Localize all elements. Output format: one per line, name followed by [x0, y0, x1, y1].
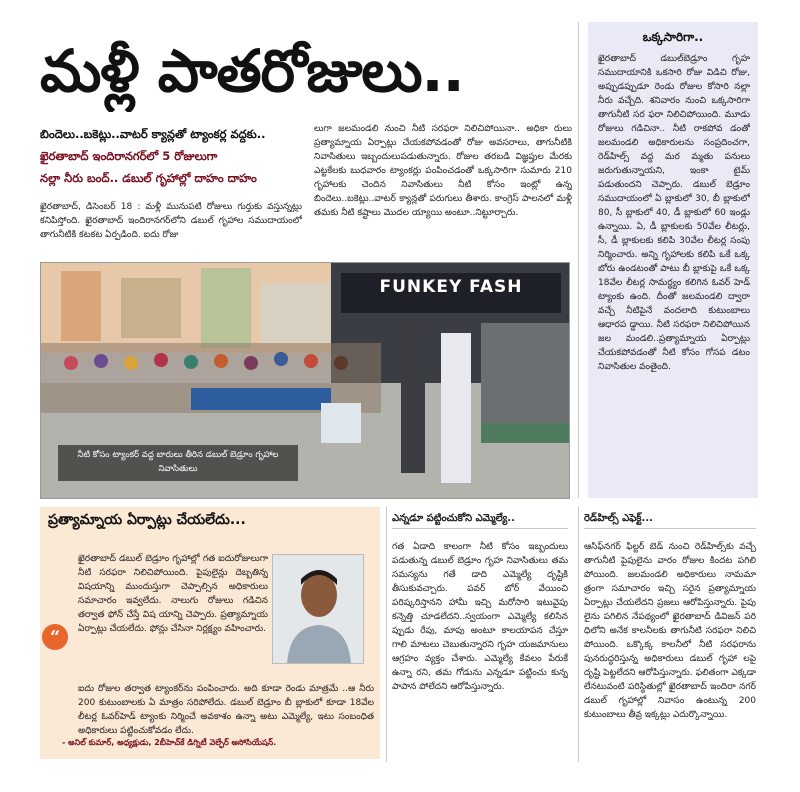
- mla-section-title: ఎన్నడూ పట్టించుకోని ఎమ్మెల్యే..: [392, 513, 515, 524]
- lead-paragraph: ఖైరతాబాద్, డిసెంబర్ 18 : మళ్లీ మునుపటి రోజులు గుర్తుకు వస్తున్నట్లు కనిపిస్తోంది. ఖైరతాబాద్ ఇందిరానగర్‌లోని డబుల్ గృహాల సముదాయంలో తాగునీటికి కటకట ఏర్పడింది. ఐదు రోజు: [40, 202, 302, 240]
- subhead-2: ఖైరతాబాద్ ఇందిరానగర్‌లో 5 రోజులుగా: [40, 149, 218, 163]
- headline: మళ్లీ పాతరోజులు..: [40, 37, 464, 105]
- quote-icon: “: [42, 624, 68, 650]
- subhead-1: బిందెలు..బకెట్లు..వాటర్ క్యాన్లతో ట్యాంకర్ల వద్దకు..: [40, 127, 266, 141]
- column-divider: [386, 507, 387, 762]
- quote-text-1: ఖైరతాబాద్ డబుల్ బెడ్రూం గృహాల్లో గత ఐదురోజులుగా నీటి సరఫరా నిలిచిపోయింది. పైపులైన్లు దెబ్బతిన్న విషయాన్ని ముందుస్తుగా చెప్పాల్సిన అధికారులు సమాచారం ఇవ్వలేదు. నాలుగు రోజులు గడిచిన తర్వాత ఫోన్ చేస్తే విష యాన్ని చెప్పారు. ప్రత్యామ్నాయ ఏర్పాట్లు చేయలేదు. ఫోన్లు చేసినా నిర్లక్ష్యం వహించారు.: [78, 554, 268, 634]
- subhead-3: నల్లా నీరు బంద్.. డబుల్ గృహాల్లో దాహం దాహం: [40, 171, 257, 185]
- sidebar-title: ఒక్కసారిగా..: [642, 30, 704, 44]
- portrait-photo: [272, 554, 364, 664]
- sidebar-text: ఖైరతాబాద్ డబుల్‌బెడ్రూం గృహ సముదాయానికి ఒకసారి రోజు విడిచి రోజు, అప్పుడప్పుడూ రెండు రోజుల కోసారి నల్లా నీరు వచ్చేది. శనివారం నుంచి ఒక్కసారిగా తాగునీటి సర ఫరా నిలిచిపోయింది. మూడు రోజులు గడిచినా.. నీటి రాకపోవ డంతో జలమండలి అధికారులను సంప్రదించగా, రెడ్‌హిల్స్ వద్ద మర మ్మతు పనులు జరుగుతున్నాయని, ఇంకా టైమ్ పడుతుందని చెప్పారు. డబుల్ బెడ్రూం సముదాయంలో ఏ బ్లాకులో 30, బీ బ్లాకులో 80, సీ బ్లాకులో 40, డీ బ్లాకులో 60 ఇండ్లు ఉన్నాయి. ఏ, డీ బ్లాకులకు 50వేల లీటర్లు, సీ, డీ బ్లాకులకు కలిపి 30వేల లీటర్ల సంపు నిర్మించారు. అన్ని గృహాలకు కలిపి ఒకే ఒక్క బోరు ఉండటంతో పాటు బీ బ్లాకుపై ఒకే ఒక్క 18వేల లీటర్ల సామర్థ్యం కలిగిన ఓవర్ హెడ్ ట్యాంకు ఉంది. దీంతో జలమండలి ద్వారా వచ్చే నీటిపైనే వందలాది కుటుంబాలు ఆధారప డ్డాయి. నీటి సరఫరా నిలిచిపోయిన జల మండలి..ప్రత్యామ్నాయ ఏర్పాట్లు చేయకపోవడంతో నీటి కోసం గోసప డటం నివాసితుల వంతైంది.: [598, 54, 750, 372]
- lead-continuation: లుగా జలమండలి నుంచి నీటి సరఫరా నిలిచిపోయినా.. అధికా రులు ప్రత్యామ్నాయ ఏర్పాట్లు చేయకపోవడంతో రోజు అవసరాలు, తాగునీటికి నివాసితులు ఇబ్బందులుపడుతున్నారు. రోజుల తరబడి విజ్ఞప్తుల మేరకు ఎట్టకేలకు బుధవారం ట్యాంకర్లు పంపించడంతో ఒక్కసారిగా సుమారు 210 గృహాలకు చెందిన నివాసితులు నీటి కోసం ఇంట్లో ఉన్న బిందెలు..బకెట్లు..వాటర్ క్యాన్లతో పరుగులు తీశారు. కాంగ్రెస్ పాలనలో మళ్లీ తమకు నీటి కష్టాలు మొదల య్యాయి అంటూ..నిట్టూర్చారు.: [314, 124, 572, 218]
- column-divider: [578, 22, 579, 498]
- redhills-section-text: ఆసిఫ్‌నగర్ ఫిల్టర్ బెడ్ నుంచి రెడ్‌హిల్స్‌కు వచ్చే తాగునీటి పైపులైను వారం రోజుల కిందట పగిలి పోయింది. జలమండలి అధికారులు నామమా త్రంగా సమాచారం ఇచ్చి సరైన ప్రత్యామ్నాయ ఏర్పాట్లు చేయలేదని ప్రజలు ఆరోపిస్తున్నారు. పైపు లైను పగిలిన నేపథ్యంలో ఖైరతాబాద్ డివిజన్ పరి ధిలోని అనేక కాలనీలకు తాగునీటి సరఫరా నిలిచి పోయింది. ఒక్కొక్క కాలనీలో నీటి సరఫరాను పునరుద్ధరిస్తున్న అధికారులు డబుల్ గృహా లపై దృష్టి పెట్టలేదని ఆరోపిస్తున్నారు. ఫలితంగా ఎక్కడా లేనటువంటి పరిస్థితుల్లో ఖైరతాబాద్ ఇందిరా నగర్ డబుల్ గృహాల్లో నివాసం ఉంటున్న 200 కుటుంబాలు తీవ్ర ఇక్కట్లు ఎదుర్కొన్నాయి.: [584, 542, 756, 720]
- mla-section-text: గత ఏడాది కాలంగా నీటి కోసం ఇబ్బందులు పడుతున్న డబుల్ బెడ్రూం గృహ నివాసితులు తమ సమస్యను గతే డాది ఎమ్మెల్యే దృష్టికి తీసుకువచ్చారు. పవర్ బోర్ వేయించి పరిష్కరిస్తానని హామీ ఇచ్చి మరోసారి ఇటువైపు కన్నెత్తి చూడలేదని..స్వయంగా ఎమ్మెల్యే కలిసిన ప్పుడు రేపు, మాపు అంటూ కాలయాపన చేస్తూ గాలి మాటలు చెబుతున్నారని గృహ యజమానులు ఆగ్రహం వ్యక్తం చేశారు. ఎమ్మెల్యే కేవలం పేరుకే ఉన్నా రని, తమ గోడును ఎన్నడూ పట్టించు కున్న పాపాన పోలేదని ఆరోపిస్తున్నారు.: [392, 542, 568, 692]
- photo-shop-sign: FUNKEY FASH: [379, 277, 523, 297]
- redhills-section-title: రెడ్‌హిల్స్ ఎఫెక్ట్...: [584, 513, 653, 524]
- section-underline: [584, 528, 756, 529]
- quote-box-title: ప్రత్యామ్నాయ ఏర్పాట్లు చేయలేదు...: [48, 512, 246, 528]
- column-divider: [578, 507, 579, 762]
- photo-caption: నీటి కోసం ట్యాంకర్ వద్ద బారులు తీరిన డబుల్ బెడ్రూం గృహాల నివాసితులు: [58, 445, 298, 481]
- quote-text-2: ఐదు రోజుల తర్వాత ట్యాంకర్‌ను పంపించారు. అది కూడా రెండు మాత్రమే ..ఆ నీరు 200 కుటుంబాలకు ఏ మాత్రం సరిపోలేదు. డబుల్ బెడ్రూం బీ బ్లాకులో కూడా 18వేల లీటర్ల ఓవర్‌హెడ్ ట్యాంకు నిర్మించే అవకాశం ఉన్నా అటు ఎమ్మెల్యే, ఇటు సంబంధిత అధికారులు పట్టించుకోవడం లేదు.: [78, 684, 374, 736]
- section-underline: [392, 528, 568, 529]
- portrait-illustration: [273, 555, 364, 664]
- quote-credit: - అనిల్ కుమార్, అధ్యక్షుడు, 2బీహెచ్‌కే డిగ్నిటీ వెల్ఫేర్ అసోసియేషన్.: [62, 738, 277, 747]
